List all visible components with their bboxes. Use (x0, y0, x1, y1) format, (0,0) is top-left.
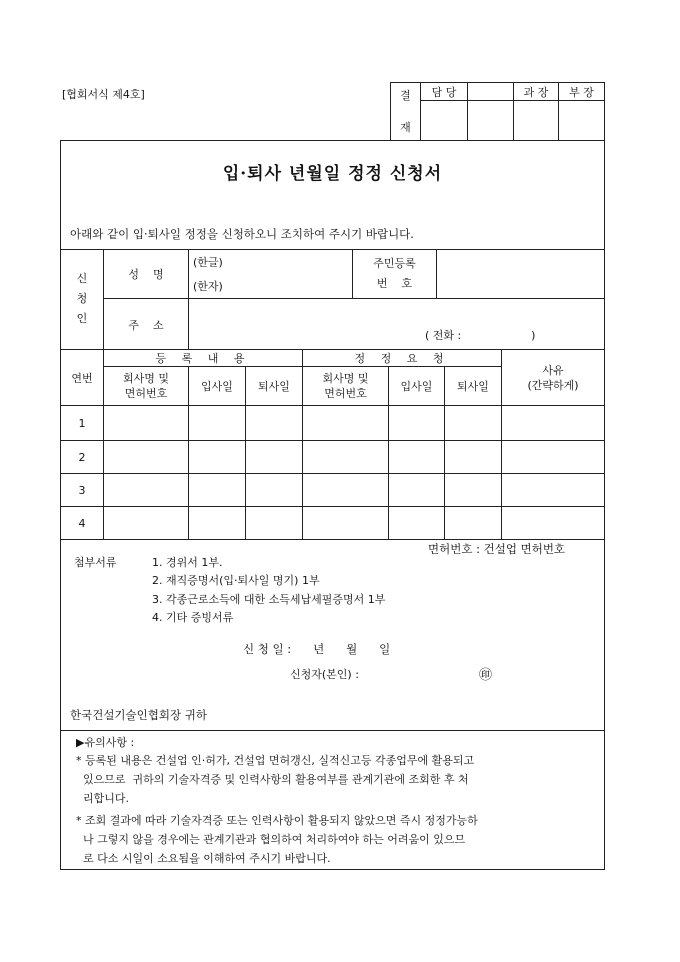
table-row-number: 3 (78, 483, 86, 497)
cor-join-header: 입사일 (400, 380, 433, 393)
note-item: * 등록된 내용은 건설업 인·허가, 건설업 면허갱신, 실적신고등 각종업무에 활용되고 있으므로 귀하의 기술자격증 및 인력사항의 활용여부를 관계기관에 조회한 후 처 리합니다. (76, 754, 475, 805)
approval-label-bottom: 재 (400, 121, 411, 134)
serial-header: 연번 (71, 371, 93, 385)
reg-leave-header: 퇴사일 (258, 380, 290, 393)
approval-col-manager: 담 당 (431, 85, 457, 99)
attachment-item: 3. 각종근로소득에 대한 소득세납세필증명서 1부 (152, 593, 386, 606)
approval-col-section-chief: 과 장 (523, 85, 549, 99)
intro-text: 아래와 같이 입·퇴사일 정정을 신청하오니 조치하여 주시기 바랍니다. (70, 227, 414, 241)
approval-col-blank (468, 83, 513, 100)
name-field[interactable] (189, 250, 351, 297)
rrn-label: 주민등록 번 호 (373, 257, 416, 290)
name-korean-label: (한글) (193, 256, 223, 269)
note-item: * 조회 결과에 따라 기술자격증 또는 인력사항이 활용되지 않았으면 즉시 정정가능하 나 그렇지 않을 경우에는 관계기관과 협의하여 처리하여야 하는 어려움이 있으므 로 다소 시일이 소요됨을 이해하여 주시기 바랍니다. (76, 814, 478, 865)
table-row-number: 4 (78, 516, 86, 530)
address-field[interactable] (189, 299, 604, 348)
registered-header: 등 록 내 용 (155, 352, 251, 365)
form-number: [협회서식 제4호] (62, 88, 145, 101)
approval-col-director: 부 장 (569, 85, 594, 99)
table-row-number: 1 (78, 416, 86, 430)
attachment-item: 1. 경위서 1부. (152, 556, 223, 569)
page-title: 입·퇴사 년월일 정정 신청서 (222, 163, 443, 184)
cor-leave-header: 퇴사일 (457, 380, 489, 393)
phone-label: ( 전화 : ) (425, 329, 536, 342)
reg-join-header: 입사일 (201, 380, 233, 393)
correction-header: 정 정 요 청 (354, 352, 450, 365)
notes-header: ▶유의사항 : (76, 736, 135, 749)
application-date: 신 청 일 : 년 월 일 (243, 642, 391, 656)
rrn-field[interactable] (437, 250, 604, 297)
applicant-section-label: 신 청 인 (76, 272, 88, 325)
reg-company-header: 회사명 및 면허번호 (122, 372, 169, 400)
recipient: 한국건설기술인협회장 귀하 (70, 708, 207, 722)
attachment-item: 2. 재직증명서(입·퇴사일 명기) 1부 (152, 574, 320, 587)
reason-header: 사유 (간략하게) (527, 363, 579, 392)
license-note: 면허번호 : 건설업 면허번호 (428, 542, 566, 556)
address-label: 주 소 (128, 319, 164, 332)
seal-icon: ㊞ (479, 667, 493, 683)
name-label: 성 명 (128, 268, 164, 281)
table-row-number: 2 (78, 450, 86, 464)
name-hanja-label: (한자) (193, 280, 223, 293)
attachment-item: 4. 기타 증빙서류 (152, 611, 234, 624)
approval-label-top: 결 (400, 89, 411, 102)
cor-company-header: 회사명 및 면허번호 (322, 372, 369, 400)
applicant-signature-label: 신청자(본인) : (290, 668, 359, 681)
attachments-label: 첨부서류 (74, 556, 117, 569)
